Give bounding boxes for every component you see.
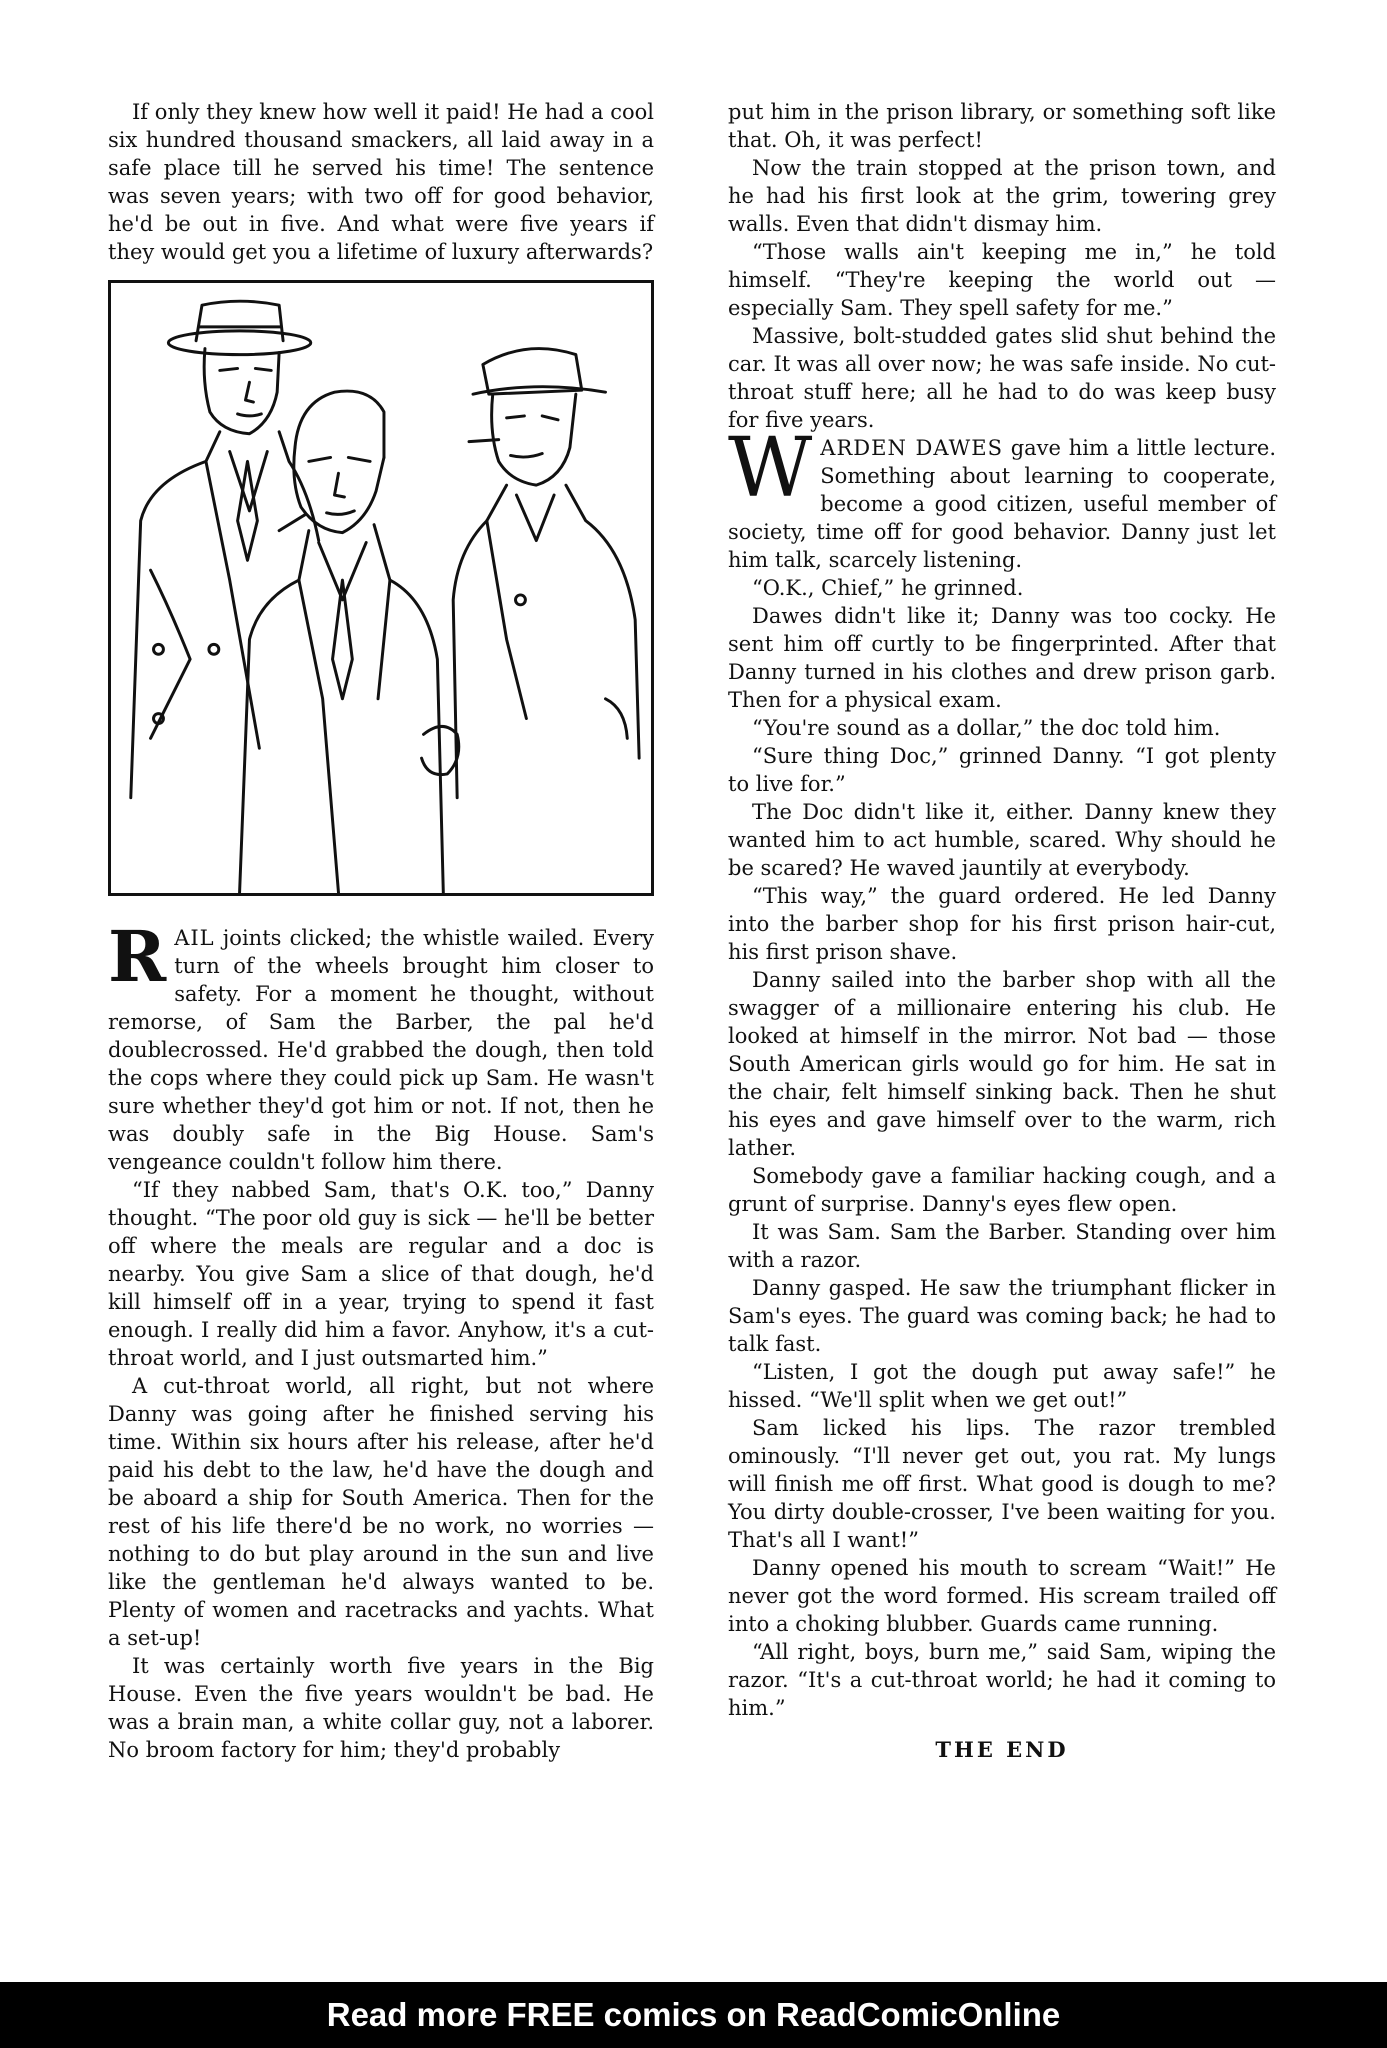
dropcap-w: W bbox=[728, 421, 813, 516]
paragraph: “Listen, I got the dough put away safe!” he hissed. “We'll split when we get out!” bbox=[728, 1360, 1276, 1412]
paragraph: “All right, boys, burn me,” said Sam, wiping the razor. “It's a cut-throat world; he had it coming to him.” bbox=[728, 1640, 1276, 1720]
three-men-illustration bbox=[111, 283, 651, 893]
paragraph: It was Sam. Sam the Barber. Standing over him with a razor. bbox=[728, 1220, 1276, 1272]
the-end-label: THE END bbox=[935, 1737, 1069, 1762]
rail-body: joints clicked; the whistle wailed. Every turn of the wheels brought him closer to safety. For a moment he thought, without remorse, of Sam the Barber, the pal he'd doublecrossed. He'd grabbed the dough, then told the cops where they could pick up Sam. He wasn't sure whether they'd got him or not. If not, then he was doubly safe in the Big House. Sam's vengeance couldn't follow him there. bbox=[108, 926, 654, 1174]
paragraph: Sam licked his lips. The razor trembled ominously. “I'll never get out, you rat. My lungs will finish me off first. What good is dough to me? You dirty double-crosser, I've been waiting for you. That's all I want!” bbox=[728, 1416, 1276, 1552]
paragraph: Massive, bolt-studded gates slid shut behind the car. It was all over now; he was safe inside. No cut-throat stuff here; all he had to do was keep busy for five years. bbox=[728, 324, 1276, 432]
center-man-hair bbox=[295, 391, 384, 457]
paragraph: “If they nabbed Sam, that's O.K. too,” Danny thought. “The poor old guy is sick — he'll be better off where the meals are regular and a doc is nearby. You give Sam a slice of that dough, he'd kill himself off in a year, trying to spend it fast enough. I really did him a favor. Anyhow, it's a cut-throat world, and I just outsmarted him.” bbox=[108, 1178, 654, 1370]
cigarette bbox=[279, 515, 305, 531]
warden-lead-caps: ARDEN DAWES bbox=[820, 436, 1003, 460]
cigar bbox=[469, 440, 499, 442]
paragraph: “Sure thing Doc,” grinned Danny. “I got plenty to live for.” bbox=[728, 744, 1276, 796]
paragraph: Danny opened his mouth to scream “Wait!” He never got the word formed. His scream trailed off into a choking blubber. Guards came running. bbox=[728, 1556, 1276, 1636]
paragraph: It was certainly worth five years in the Big House. Even the five years wouldn't be bad. He was a brain man, a white collar guy, not a laborer. No broom factory for him; they'd probably bbox=[108, 1654, 654, 1762]
paragraph: Danny gasped. He saw the triumphant flicker in Sam's eyes. The guard was coming back; he had to talk fast. bbox=[728, 1276, 1276, 1356]
rail-paragraph bbox=[108, 915, 654, 1176]
paragraph: “Those walls ain't keeping me in,” he told himself. “They're keeping the world out — especially Sam. They spell safety for me.” bbox=[728, 240, 1276, 320]
footer-link-text[interactable]: Read more FREE comics on ReadComicOnline bbox=[326, 1996, 1061, 2033]
paragraph: Somebody gave a familiar hacking cough, and a grunt of surprise. Danny's eyes flew open. bbox=[728, 1164, 1276, 1216]
paragraph: put him in the prison library, or something soft like that. Oh, it was perfect! bbox=[728, 100, 1276, 152]
left-column bbox=[108, 98, 654, 1764]
paragraph: The Doc didn't like it, either. Danny knew they wanted him to act humble, scared. Why should he be scared? He waved jauntily at everybody. bbox=[728, 800, 1276, 880]
warden-paragraph bbox=[728, 421, 1276, 574]
boater-hat-brim bbox=[168, 331, 310, 355]
illustration-panel bbox=[108, 280, 654, 896]
right-column bbox=[728, 98, 1276, 1764]
paragraph: Now the train stopped at the prison town, and he had his first look at the grim, towering grey walls. Even that didn't dismay him. bbox=[728, 156, 1276, 236]
warden-body: gave him a little lecture. Something about learning to cooperate, become a good citizen, useful member of society, time off for good behavior. Danny just let him talk, scarcely listening. bbox=[728, 436, 1276, 572]
boater-hat-crown bbox=[196, 301, 283, 341]
dropcap-r: R bbox=[108, 915, 167, 998]
paragraph: Danny sailed into the barber shop with all the swagger of a millionaire entering his club. He looked at himself in the mirror. Not bad — those South American girls would go for him. He sat in the chair, felt himself sinking back. Then he shut his eyes and gave himself over to the warm, rich lather. bbox=[728, 968, 1276, 1160]
footer-banner[interactable] bbox=[0, 1982, 1387, 2048]
rail-lead-caps: AIL bbox=[174, 926, 215, 950]
paragraph: “You're sound as a dollar,” the doc told him. bbox=[752, 716, 1221, 740]
intro-paragraph: If only they knew how well it paid! He had a cool six hundred thousand smackers, all laid away in a safe place till he served his time! The sentence was seven years; with two off for good behavior, he'd be out in five. And what were five years if they would get you a lifetime of luxury afterwards? bbox=[108, 100, 654, 264]
paragraph: A cut-throat world, all right, but not where Danny was going after he finished serving his time. Within six hours after his release, after he'd paid his debt to the law, he'd have the dough and be aboard a ship for South America. Then for the rest of his life there'd be no work, no worries — nothing to do but play around in the sun and live like the gentleman he'd always wanted to be. Plenty of women and racetracks and yachts. What a set-up! bbox=[108, 1374, 654, 1650]
paragraph: “This way,” the guard ordered. He led Danny into the barber shop for his first prison hair-cut, his first prison shave. bbox=[728, 884, 1276, 964]
paragraph: Dawes didn't like it; Danny was too cocky. He sent him off curtly to be fingerprinted. After that Danny turned in his clothes and drew prison garb. Then for a physical exam. bbox=[728, 604, 1276, 712]
paragraph: “O.K., Chief,” he grinned. bbox=[752, 576, 1024, 600]
